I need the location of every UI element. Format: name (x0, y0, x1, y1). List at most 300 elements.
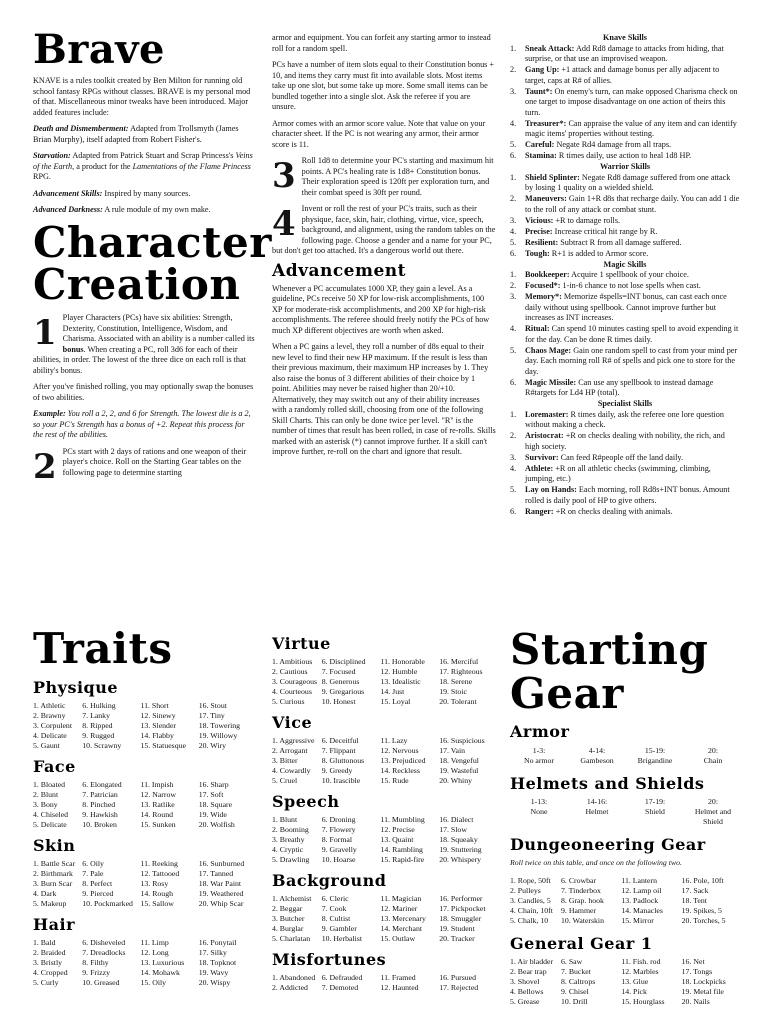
skill-number: 2. (510, 65, 517, 74)
roll-range: 20: (708, 745, 718, 755)
table-cell: 2. Braided (33, 948, 66, 958)
armor-table (510, 746, 742, 766)
virtue-title: Virtue (272, 634, 331, 653)
skill-description: Can spend 10 minutes casting spell to avoid expending it for the day. Can be done R times daily. (525, 324, 739, 344)
table-cell: 15. Rapid-fire (380, 854, 425, 864)
table-cell: 3. Bony (33, 800, 58, 810)
table-cell: 1. Bald (33, 938, 56, 948)
section-title-traits: Traits (33, 624, 173, 673)
skin-title: Skin (33, 835, 76, 855)
skill-name: Sneak Attack: (525, 43, 575, 53)
table-cell: 2. Blunt (33, 790, 59, 800)
table-cell: 10. Irascible (321, 775, 361, 785)
table-cell: 6. Disciplined (321, 657, 366, 667)
table-cell: 19. Metal file (681, 987, 724, 996)
virtue-table (272, 657, 498, 706)
skill-list (510, 410, 740, 518)
step-4 (272, 204, 496, 257)
skill-number: 6. (510, 248, 517, 258)
skill-name: Memory*: (525, 292, 562, 301)
table-cell: 7. Dreadlocks (82, 948, 126, 958)
skill-number: 4. (510, 118, 517, 128)
table-cell: 17. Righteous (439, 667, 483, 677)
general-gear-1-table (510, 957, 742, 1006)
table-cell: 8. Perfect (82, 879, 113, 889)
skill-name: Focused*: (525, 281, 561, 290)
skill-list (510, 44, 740, 162)
skill-number: 4. (510, 463, 517, 473)
table-cell: 1. Aggressive (272, 736, 315, 746)
table-cell: 3. Candles, 5 (510, 896, 551, 906)
table-cell: 7. Pale (82, 869, 104, 879)
roll-range: 15-19: (644, 745, 666, 755)
step-3 (272, 156, 496, 198)
table-cell: 4. Bellows (510, 987, 544, 996)
table-cell: 4. Cryptic (272, 844, 304, 854)
table-cell: 13. Prejudiced (380, 756, 426, 766)
table-cell: 15. Statuesque (140, 741, 186, 751)
table-cell: 13. Slender (140, 721, 177, 731)
table-cell: 2. Brawny (33, 711, 66, 721)
table-cell: 13. Rosy (140, 879, 169, 889)
skill-description: Memorize #spells=INT bonus, can cast each once daily without using spellbook. Cannot improve further but increases as INT increases. (525, 292, 727, 322)
roll-item: Chain (703, 755, 723, 765)
table-cell: 3. Burn Scar (33, 879, 73, 889)
table-cell: 6. Hulking (82, 701, 116, 711)
swap-text: After you've finished rolling, you may optionally swap the bonuses of two abilities. (33, 382, 254, 402)
skill-item (510, 464, 740, 485)
misfortunes-table (272, 973, 498, 993)
table-cell: 2. Pulleys (510, 886, 541, 896)
table-cell: 11. Limp (140, 938, 169, 948)
table-cell: 16. Dialect (439, 815, 474, 825)
table-cell: 9. Greedy (321, 766, 353, 776)
table-cell: 17. Tanned (198, 869, 234, 879)
table-cell: 2. Arrogant (272, 746, 308, 756)
vice-title: Vice (272, 712, 313, 732)
table-cell: 7. Lanky (82, 711, 110, 721)
table-cell: 15. Rude (380, 775, 409, 785)
skill-name: Ranger: (525, 506, 554, 516)
skill-description: +1 attack and damage bonus per ally adjacent to target, caps at R# of allies. (525, 65, 720, 85)
table-cell: 10. Pockmarked (82, 898, 133, 908)
table-cell: 8. Filthy (82, 958, 109, 968)
intro-column (33, 26, 272, 487)
section-title-starting-gear (510, 625, 742, 719)
armor-title: Armor (510, 722, 570, 742)
title-line-2: Creation (33, 260, 241, 310)
skill-item (510, 249, 740, 260)
skill-number: 5. (510, 485, 517, 494)
title-line-1: Character (33, 217, 272, 267)
table-cell: 1. Alchemist (272, 894, 312, 904)
table-cell: 6. Deceitful (321, 736, 359, 746)
skill-number: 3. (510, 292, 517, 301)
step-number: 4 (272, 204, 296, 244)
step-1 (33, 313, 255, 376)
skill-item (510, 119, 740, 140)
table-cell: 6. Oily (82, 859, 104, 869)
table-cell: 11. Impish (140, 780, 174, 790)
table-cell: 15. Loyal (380, 697, 411, 707)
skill-name: Magic Missile: (525, 377, 577, 387)
skill-name: Ritual: (525, 324, 550, 333)
table-cell: 12. Nervous (380, 746, 419, 756)
skill-list (510, 270, 740, 399)
skill-item (510, 281, 740, 292)
table-cell: 3. Courageous (272, 677, 318, 687)
skill-item (510, 65, 740, 86)
skill-description: Negate Rd8 damage suffered from one attack by losing 1 quality on a wielded shield. (525, 172, 731, 192)
table-cell: 18. Topknot (198, 958, 237, 968)
table-cell: 9. Frizzy (82, 967, 110, 977)
armor-score-text: Armor comes with an armor score value. Note that value on your character sheet. If the PC is not wearing any armor, their armor score is 11. (272, 118, 486, 149)
table-cell: 11. Short (140, 701, 169, 711)
skill-number: 2. (510, 194, 517, 203)
skill-description: Gain 1+R d8s that recharge daily. You can add 1 die to the roll of any attack or combat stunt. (525, 194, 740, 214)
table-cell: 14. Flabby (140, 731, 174, 741)
roll-option (626, 797, 684, 827)
table-cell: 12. Narrow (140, 790, 177, 800)
table-cell: 19. Weathered (198, 888, 244, 898)
skill-description: +R on checks dealing with nobility, the rich, and high society. (525, 431, 725, 451)
section-title-character-creation (33, 217, 272, 310)
table-cell: 4. Cowardly (272, 766, 311, 776)
helmets-title: Helmets and Shields (510, 773, 705, 793)
table-cell: 12. Humble (380, 667, 418, 677)
table-cell: 20. Tracker (439, 933, 475, 943)
skill-number: 1. (510, 43, 517, 53)
skill-item (510, 227, 740, 238)
table-cell: 10. Greased (82, 977, 120, 987)
physique-title: Physique (33, 678, 119, 697)
table-cell: 2. Addicted (272, 983, 308, 993)
table-cell: 17. Soft (198, 790, 224, 800)
table-cell: 17. Sack (681, 886, 709, 896)
skill-description: Add Rd8 damage to attacks from hiding, that surprise, or that use an improvised weapon. (525, 43, 724, 63)
skill-item (510, 507, 740, 518)
roll-range: 1-3: (532, 745, 546, 755)
table-cell: 1. Air bladder (510, 957, 554, 967)
table-cell: 1. Blunt (272, 815, 298, 825)
table-cell: 9. Gambler (321, 923, 357, 933)
table-cell: 16. Net (681, 957, 705, 967)
step-number: 2 (33, 446, 57, 487)
skill-description: +R to damage rolls. (553, 215, 621, 225)
skill-description: +R on checks dealing with animals. (553, 506, 673, 516)
table-cell: 17. Vain (439, 746, 466, 756)
table-cell: 7. Flippant (321, 746, 356, 756)
roll-item: Shield (645, 807, 665, 817)
table-cell: 15. Hourglass (621, 996, 665, 1006)
skill-name: Maneuvers: (525, 194, 567, 203)
table-cell: 6. Disheveled (82, 938, 126, 948)
table-cell: 19. Willowy (198, 731, 238, 741)
table-cell: 9. Hawkish (82, 810, 118, 820)
table-cell: 20. Wiry (198, 741, 226, 751)
table-cell: 14. Round (140, 810, 173, 820)
advancement-paragraph-1: Whenever a PC accumulates 1000 XP, they gain a level. As a guideline, PCs receive 50 XP for low-risk accomplishments, 100 XP for moderate-risk accomplishments, and 200 XP for high-risk accomplishments. The referee should freely notify the PCs of how much XP different objectives are worth when asked. (272, 283, 490, 335)
table-cell: 1. Bloated (33, 780, 66, 790)
skill-item (510, 453, 740, 464)
table-cell: 3. Breathy (272, 835, 305, 845)
table-cell: 16. Performer (439, 894, 483, 904)
table-cell: 11. Magician (380, 894, 422, 904)
skill-item (510, 194, 740, 215)
roll-option (510, 746, 568, 766)
skill-name: Shield Splinter: (525, 172, 580, 182)
skill-item (510, 173, 740, 194)
dungeoneering-title: Dungeoneering Gear (510, 834, 706, 854)
roll-item: Helmet (585, 807, 609, 817)
skill-name: Resilient: (525, 237, 559, 247)
title-line-2: Gear (510, 669, 624, 719)
table-cell: 18. Lockpicks (681, 977, 726, 987)
skills-column (510, 33, 740, 518)
table-cell: 1. Rope, 50ft (510, 876, 551, 886)
table-cell: 19. Wasteful (439, 766, 479, 776)
table-cell: 19. Student (439, 923, 475, 933)
roll-option (568, 797, 626, 827)
table-cell: 9. Pierced (82, 888, 114, 898)
skill-number: 4. (510, 226, 517, 236)
table-cell: 2. Beggar (272, 904, 303, 914)
table-cell: 18. Square (198, 800, 233, 810)
skill-number: 5. (510, 237, 517, 247)
table-cell: 19. Stuttering (439, 844, 482, 854)
table-cell: 10. Scrawny (82, 741, 122, 751)
table-cell: 7. Bucket (561, 967, 591, 977)
skill-number: 1. (510, 270, 517, 279)
table-cell: 3. Bristly (33, 958, 63, 968)
roll-range: 17-19: (644, 797, 666, 807)
table-cell: 18. Towering (198, 721, 241, 731)
item-slots-text: PCs have a number of item slots equal to their Constitution bonus + 10, and items they carry must fit into available slots. Most items take up one slot, but some take up more. Some small items can be bundled together into a single slot. Ask the referee if you are unsure. (272, 60, 495, 111)
table-cell: 2. Cautious (272, 667, 308, 677)
table-cell: 5. Delicate (33, 819, 67, 829)
roll-item: No armor (523, 755, 555, 765)
roll-option (684, 797, 742, 827)
traits-column (33, 624, 257, 988)
hair-title: Hair (33, 914, 75, 934)
table-cell: 8. Formal (321, 835, 353, 845)
table-cell: 7. Demoted (321, 983, 359, 993)
table-cell: 15. Mirror (621, 915, 654, 925)
table-cell: 4. Burglar (272, 923, 304, 933)
table-cell: 20. Whispery (439, 854, 482, 864)
vice-table (272, 736, 498, 785)
roll-option (684, 746, 742, 766)
table-cell: 12. Lamp oil (621, 886, 662, 896)
skill-number: 5. (510, 140, 517, 149)
skill-name: Taunt*: (525, 86, 553, 96)
table-cell: 16. Sharp (198, 780, 229, 790)
table-cell: 17. Tiny (198, 711, 225, 721)
skill-description: Can appraise the value of any item and can identify magic items' properties without testing. (525, 118, 737, 138)
table-cell: 10. Hoarse (321, 854, 356, 864)
skill-number: 3. (510, 215, 517, 225)
table-cell: 16. Sunburned (198, 859, 245, 869)
skill-description: On enemy's turn, can make opposed Charisma check on one target to impose disadvantage on one action of theirs this turn. (525, 86, 738, 117)
table-cell: 14. Rough (140, 888, 173, 898)
table-cell: 20. Whiny (439, 775, 472, 785)
table-cell: 6. Droning (321, 815, 356, 825)
table-cell: 4. Chiseled (33, 810, 69, 820)
skill-item (510, 216, 740, 227)
table-cell: 7. Patrician (82, 790, 118, 800)
skill-item (510, 87, 740, 119)
table-cell: 11. Honorable (380, 657, 425, 667)
skill-chart-heading: Warrior Skills (599, 162, 651, 171)
table-cell: 18. War Paint (198, 879, 242, 889)
skill-name: Athlete: (525, 463, 554, 473)
skill-list (510, 173, 740, 260)
table-cell: 12. Haunted (380, 983, 419, 993)
physique-table (33, 701, 257, 750)
table-cell: 20. Wolfish (198, 819, 235, 829)
step-2-text: PCs start with 2 days of rations and one weapon of their player's choice. Roll on the Starting Gear tables on the following page to determine starting (62, 446, 247, 477)
table-cell: 16. Ponytail (198, 938, 237, 948)
table-cell: 11. Fish. rod (621, 957, 661, 967)
table-cell: 14. Mohawk (140, 967, 180, 977)
feature-advanced-darkness: Advanced Darkness: A rule module of my own make. (33, 205, 211, 214)
skill-name: Aristocrat: (525, 431, 564, 440)
skill-item (510, 292, 740, 324)
skin-table (33, 859, 257, 908)
table-cell: 14. Rambling (380, 844, 423, 854)
skill-name: Precise: (525, 226, 553, 236)
table-cell: 7. Cook (321, 904, 347, 914)
background-table (272, 894, 498, 943)
skill-item (510, 346, 740, 378)
skill-item (510, 324, 740, 345)
roll-option (510, 797, 568, 827)
skill-item (510, 431, 740, 452)
skill-number: 2. (510, 431, 517, 440)
skill-name: Vicious: (525, 215, 554, 225)
table-cell: 19. Wide (198, 810, 227, 820)
roll-range: 14-16: (586, 797, 608, 807)
table-cell: 5. Chalk, 10 (510, 915, 549, 925)
skill-number: 3. (510, 452, 517, 462)
table-cell: 8. Generous (321, 677, 360, 687)
example-text: Example: You roll a 2, 2, and 6 for Strength. The lowest die is a 2, so your PC's Strength has a bonus of +2. Repeat this process for the rest of the abilities. (33, 409, 251, 440)
table-cell: 9. Hammer (561, 906, 597, 916)
table-cell: 17. Rejected (439, 983, 479, 993)
step-number: 3 (272, 156, 296, 196)
table-cell: 5. Charlatan (272, 933, 311, 943)
skill-number: 1. (510, 409, 517, 419)
skill-description: Gain one random spell to cast from your mind per day. Each morning roll R# of spells and pick one to store for the day. (525, 345, 738, 376)
table-cell: 2. Birthmark (33, 869, 73, 879)
skill-chart-heading: Specialist Skills (597, 399, 653, 408)
table-cell: 12. Marbles (621, 967, 659, 977)
table-cell: 4. Courteous (272, 687, 312, 697)
speech-title: Speech (272, 791, 340, 811)
table-cell: 13. Mercenary (380, 914, 426, 924)
table-cell: 5. Makeup (33, 898, 67, 908)
feature-advancement-skills: Advancement Skills: Inspired by many sources. (33, 188, 191, 198)
table-cell: 11. Framed (380, 973, 416, 983)
table-cell: 5. Gaunt (33, 741, 60, 751)
table-cell: 17. Tongs (681, 967, 713, 977)
table-cell: 6. Saw (561, 957, 583, 967)
skill-name: Treasurer*: (525, 118, 567, 128)
general-gear-1-title: General Gear 1 (510, 933, 653, 953)
skill-number: 3. (510, 86, 517, 96)
table-cell: 12. Sinewy (140, 711, 176, 721)
table-cell: 6. Elongated (82, 780, 122, 790)
section-title-advancement: Advancement (272, 260, 407, 281)
gear-column (510, 625, 742, 1007)
table-cell: 14. Merchant (380, 923, 423, 933)
table-cell: 12. Tattooed (140, 869, 180, 879)
table-cell: 3. Butcher (272, 914, 305, 924)
table-cell: 1. Athletic (33, 701, 66, 711)
skill-number: 2. (510, 281, 517, 290)
roll-item: Brigandine (637, 755, 673, 765)
table-cell: 11. Mumbling (380, 815, 425, 825)
table-cell: 16. Pursued (439, 973, 477, 983)
table-cell: 14. Manacles (621, 906, 663, 916)
advancement-paragraph-2: When a PC gains a level, they roll a number of d8s equal to their new level to find their new HP maximum. If the result is less than their previous maximum, their maximum HP increases by 1. They also raise the bonus of 3 different abilities of their choice by 1 point. Abilities may never be raised higher than 20/+10. Alternatively, they may switch out any of their ability increases with a randomly rolled skill, choosing from one of the following Skill Charts. This can only be done twice per level. "R" is the number of times that result has been rolled, in case of re-rolls. Skills marked with an asterisk (*) cannot improve further. If a skill can't improve further, re-roll on the chart and ignore that result. (272, 342, 496, 456)
table-cell: 14. Pick (621, 987, 647, 996)
helmets-table (510, 797, 742, 827)
skill-chart-heading: Magic Skills (603, 259, 647, 269)
skill-chart-heading: Knave Skills (603, 33, 647, 42)
skill-description: Each morning, roll Rd8s+INT bonus. Amount rolled is daily pool of HP to give others. (525, 485, 730, 505)
table-cell: 8. Pinched (82, 800, 116, 810)
table-cell: 7. Tinderbox (561, 886, 601, 896)
table-cell: 17. Slow (439, 825, 467, 835)
table-cell: 9. Chisel (561, 987, 589, 996)
skill-item (510, 140, 740, 151)
table-cell: 19. Spikes, 5 (681, 906, 722, 916)
table-cell: 8. Ripped (82, 721, 113, 731)
table-cell: 13. Luxurious (140, 958, 185, 968)
table-cell: 19. Wavy (198, 967, 229, 977)
skill-description: R+1 is added to Armor score. (549, 248, 649, 258)
roll-range: 4-14: (588, 745, 606, 755)
table-cell: 8. Grap. hook (561, 896, 604, 906)
table-cell: 2. Booming (272, 825, 309, 835)
hair-table (33, 938, 257, 987)
skill-description: R times daily, ask the referee one lore question without making a check. (525, 409, 724, 429)
armor-equipment-text: armor and equipment. You can forfeit any starting armor to instead roll for a random spell. (272, 33, 491, 53)
table-cell: 11. Lantern (621, 876, 657, 886)
table-cell: 15. Sallow (140, 898, 174, 908)
table-cell: 4. Delicate (33, 731, 67, 741)
table-cell: 8. Gluttonous (321, 756, 365, 766)
skill-item (510, 378, 740, 399)
table-cell: 2. Bear trap (510, 967, 547, 977)
step-1-text: Player Characters (PCs) have six abilities: Strength, Dexterity, Constitution, Intelligence, Wisdom, and Charisma. Associated with an ability is a number called its bonus. When creating a PC, roll 3d6 for each of their abilities, in order. The lowest of the three dice on each roll is that ability's bonus. (33, 313, 255, 375)
table-cell: 16. Merciful (439, 657, 479, 667)
skill-number: 6. (510, 506, 517, 516)
table-cell: 10. Honest (321, 697, 356, 707)
table-cell: 13. Idealistic (380, 677, 421, 687)
table-cell: 13. Glue (621, 977, 649, 987)
table-cell: 11. Lazy (380, 736, 408, 746)
table-cell: 9. Rugged (82, 731, 115, 741)
roll-option (626, 746, 684, 766)
skill-name: Gang Up: (525, 65, 560, 74)
table-cell: 14. Reckless (380, 766, 420, 776)
skill-name: Lay on Hands: (525, 485, 577, 494)
skill-description: Negate Rd4 damage from all traps. (554, 140, 672, 149)
table-cell: 1. Ambitious (272, 657, 313, 667)
table-cell: 4. Chain, 10ft (510, 906, 553, 916)
